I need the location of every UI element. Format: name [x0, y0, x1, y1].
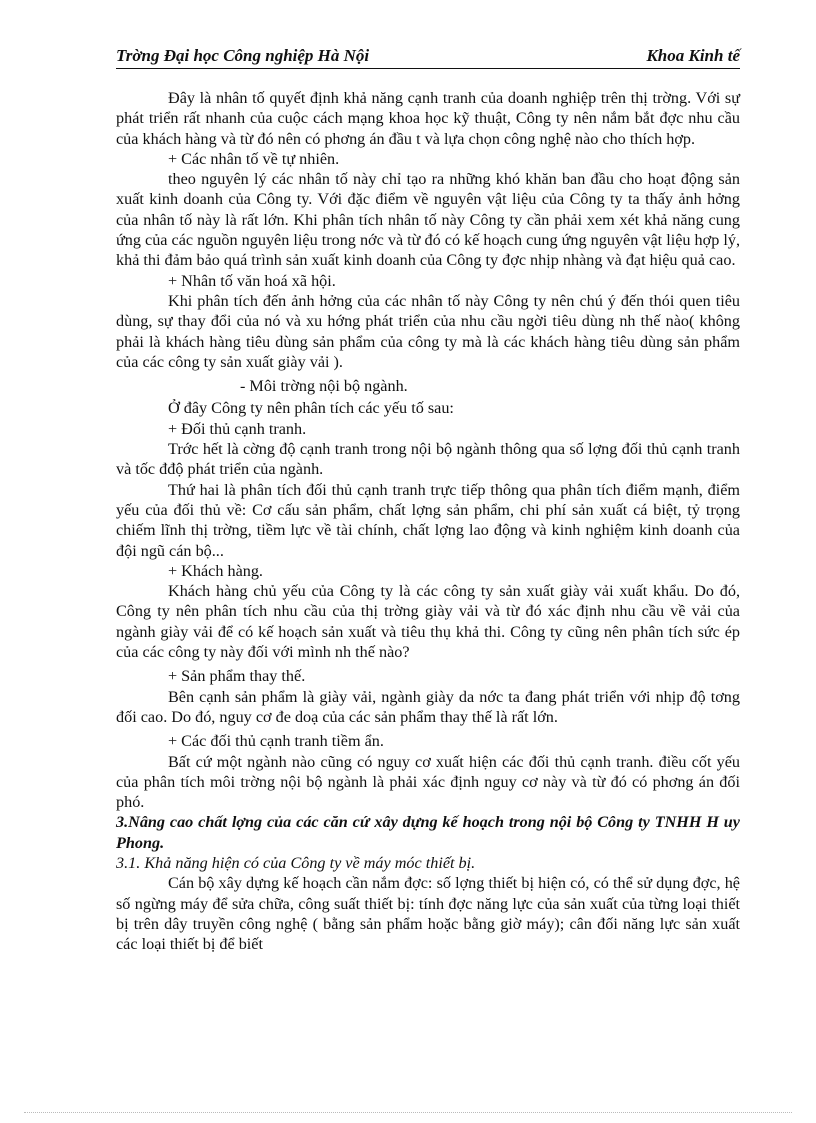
paragraph: Đây là nhân tố quyết định khả năng cạnh tranh của doanh nghiệp trên thị trờng. Với sự phát triển rất nhanh của cuộc cách mạng khoa học kỹ thuật, Công ty nên nắm bắt đợc nhu cầu của khách hàng và từ đó nên có phơng án đầu t và lựa chọn công nghệ nào cho thích hợp.	[116, 89, 740, 148]
subheading-competitors: + Đối thủ cạnh tranh.	[168, 419, 307, 438]
subheading-substitutes: + Sản phẩm thay thế.	[168, 667, 306, 686]
subheading-customers: + Khách hàng.	[168, 561, 263, 580]
page-header	[116, 46, 740, 69]
paragraph: Trớc hết là cờng độ cạnh tranh trong nội bộ ngành thông qua số lợng đối thủ cạnh tranh và tốc đđộ phát triển của ngành.	[116, 440, 740, 479]
document-body	[116, 88, 740, 954]
paragraph: Khi phân tích đến ảnh hởng của các nhân tố này Công ty nên chú ý đến thói quen tiêu dùng, sự thay đổi của nó và xu hớng phát triển của nhu cầu ngời tiêu dùng nh thế nào( không phải là khách hàng tiêu dùng sản phẩm của công ty mà là các khách hàng tiêu dùng sản phẩm của các công ty sản xuất giày vải ).	[116, 291, 740, 371]
paragraph: Thứ hai là phân tích đối thủ cạnh tranh trực tiếp thông qua phân tích điểm mạnh, điểm yếu của đối thủ về: Cơ cấu sản phẩm, chất lợng sản phẩm, chi phí sản xuất cá biệt, tỷ trọng chiếm lĩnh thị trờng, tiềm lực về tài chính, chất lợng lao động và kinh nghiệm kinh doanh của đội ngũ cán bộ...	[116, 480, 740, 560]
section-heading: 3.Nâng cao chất lợng của các căn cứ xây dựng kế hoạch trong nội bộ Công ty TNHH H uy Phong.	[116, 813, 740, 852]
subheading-natural-factors: + Các nhân tố về tự nhiên.	[168, 149, 340, 168]
paragraph: Khách hàng chủ yếu của Công ty là các công ty sản xuất giày vải xuất khẩu. Do đó, Công ty nên phân tích nhu cầu của thị trờng giày vải và từ đó xác định nhu cầu về vải của ngành giày vải để có kế hoạch sản xuất và tiêu thụ khả thi. Công ty cũng nên phân tích sức ép của các công ty này đối với mình nh thế nào?	[116, 582, 740, 662]
header-faculty: Khoa Kinh tế	[646, 46, 740, 65]
subheading-culture-factors: + Nhân tố văn hoá xã hội.	[168, 271, 336, 290]
page-bottom-divider	[24, 1112, 792, 1113]
paragraph: Ở đây Công ty nên phân tích các yếu tố sau:	[168, 399, 454, 418]
paragraph: Bất cứ một ngành nào cũng có nguy cơ xuất hiện các đối thủ cạnh tranh. điều cốt yếu của phân tích môi trờng nội bộ ngành là phải xác định nguy cơ này và từ đó có phơng án đối phó.	[116, 752, 740, 812]
subheading-industry-environment: - Môi trờng nội bộ ngành.	[240, 377, 408, 396]
paragraph: Bên cạnh sản phẩm là giày vải, ngành giày da nớc ta đang phát triển với nhịp độ tơng đối cao. Do đó, nguy cơ đe doạ của các sản phẩm thay thế là rất lớn.	[116, 687, 740, 726]
header-university: Trờng Đại học Công nghiệp Hà Nội	[116, 46, 370, 65]
subheading-potential-competitors: + Các đối thủ cạnh tranh tiềm ẩn.	[168, 732, 384, 751]
subsection-heading: 3.1. Khả năng hiện có của Công ty về máy móc thiết bị.	[116, 853, 476, 872]
paragraph: theo nguyên lý các nhân tố này chỉ tạo ra những khó khăn ban đầu cho hoạt động sản xuất kinh doanh của Công ty. Với đặc điểm về nguyên vật liệu của Công ty ta thấy ảnh hởng của nhân tố này là rất lớn. Khi phân tích nhân tố này Công ty cần phải xem xét khả năng cung ứng của các nguồn nguyên liệu trong nớc và từ đó có kế hoạch cung ứng nguyên vật liệu hợp lý, khả thi đảm bảo quá trình sản xuất kinh doanh của Công ty đợc nhịp nhàng và đạt hiệu quả cao.	[116, 170, 740, 270]
paragraph: Cán bộ xây dựng kế hoạch cần nắm đợc: số lợng thiết bị hiện có, có thể sử dụng đợc, hệ số ngừng máy để sửa chữa, công suất thiết bị: tính đợc năng lực của sản xuất của từng loại thiết bị trên dây truyền công nghệ ( bằng sản phẩm hoặc bằng giờ máy); cân đối năng lực sản xuất các loại thiết bị để biết	[116, 874, 740, 954]
